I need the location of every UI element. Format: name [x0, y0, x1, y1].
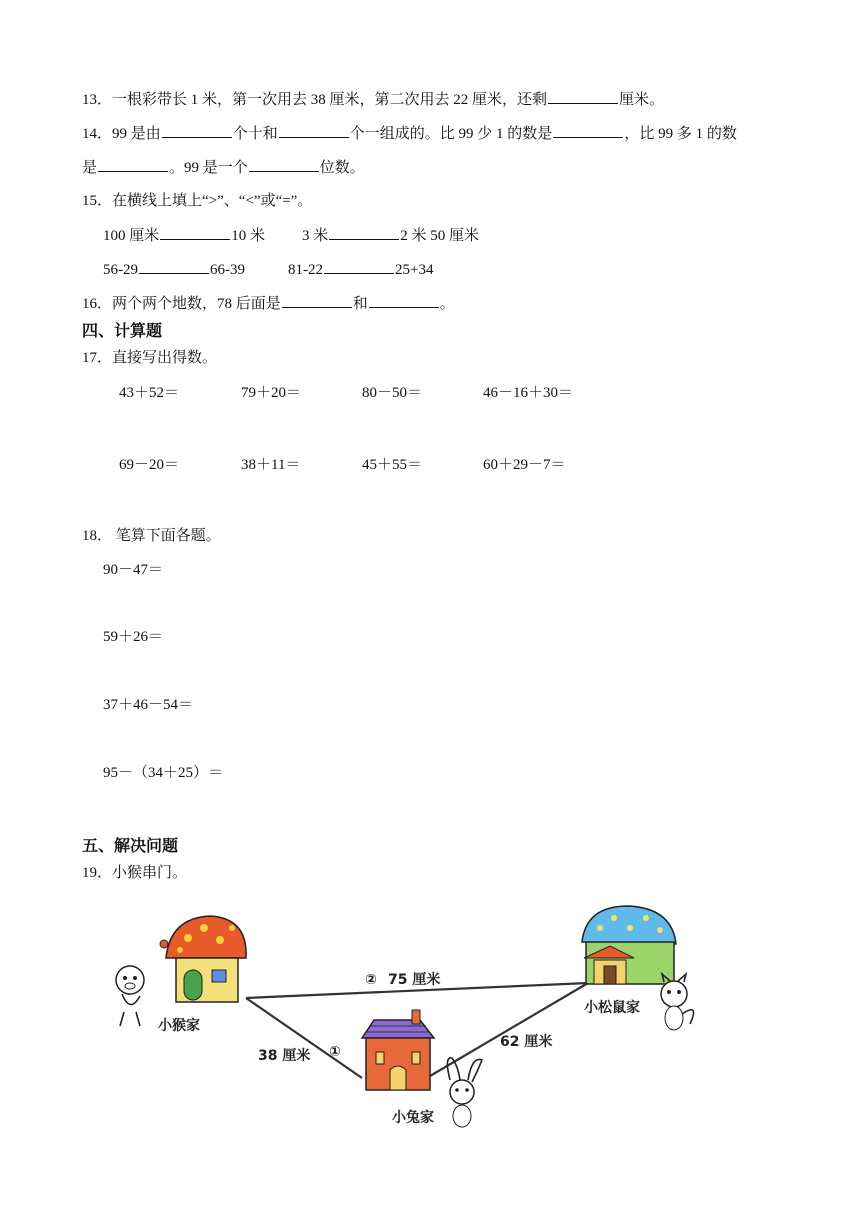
question-16: [82, 293, 455, 314]
q14-text-7: 位数。: [319, 160, 365, 176]
rabbit-home-label: 小兔家: [392, 1110, 434, 1126]
question-13: [82, 89, 664, 110]
oral-calc-item: 46－16＋30＝: [483, 385, 574, 401]
compare-right: 2 米 50 厘米: [400, 228, 480, 244]
section-heading-4: 四、计算题: [82, 321, 163, 340]
q14-blank-3[interactable]: [553, 123, 623, 138]
question-19: [82, 863, 187, 883]
q15-number: 15．: [82, 193, 113, 209]
q13-text: 一根彩带长 1 米，第一次用去 38 厘米，第二次用去 22 厘米，还剩: [112, 92, 548, 108]
squirrel-home-label: 小松鼠家: [584, 1000, 640, 1016]
compare-right: 25+34: [395, 262, 434, 278]
q13-answer-blank[interactable]: [548, 89, 618, 104]
q17-text: 直接写出得数。: [112, 350, 218, 366]
written-calc-item: 37＋46－54＝: [103, 697, 194, 713]
rabbit-home-icon: [362, 1010, 434, 1090]
oral-calc-item: 79＋20＝: [241, 385, 302, 401]
route-1-mark: ①: [329, 1044, 341, 1060]
q17-number: 17．: [82, 350, 113, 366]
q15-row-2a: [103, 259, 245, 280]
q14-blank-1[interactable]: [162, 123, 232, 138]
q14-text-2: 个十和: [232, 126, 278, 142]
oral-calc-item: 69－20＝: [119, 457, 180, 473]
route-map-figure: [100, 898, 720, 1138]
question-14-line-2: [82, 157, 365, 178]
compare-blank[interactable]: [324, 259, 394, 274]
q14-text-6: 。99 是一个: [169, 160, 248, 176]
compare-left: 56-29: [103, 262, 138, 278]
written-calc-item: 95－（34＋25）＝: [103, 765, 224, 781]
oral-calc-item: 45＋55＝: [362, 457, 423, 473]
q14-blank-5[interactable]: [249, 157, 319, 172]
question-14: [82, 123, 737, 144]
q19-text: 小猴串门。: [112, 865, 188, 881]
oral-calc-item: 80－50＝: [362, 385, 423, 401]
oral-calc-item: 60＋29－7＝: [483, 457, 566, 473]
route-3-length: 62 厘米: [500, 1034, 553, 1050]
q15-text: 在横线上填上“>”、“<”或“=”。: [112, 193, 313, 209]
squirrel-home-icon: [582, 906, 676, 984]
compare-left: 81-22: [288, 262, 323, 278]
q18-text: 笔算下面各题。: [112, 528, 221, 544]
route-1-length: 38 厘米: [258, 1048, 311, 1064]
q15-row-1a: [103, 225, 265, 246]
compare-blank[interactable]: [160, 225, 230, 240]
compare-left: 3 米: [302, 228, 329, 244]
route-2-length: 75 厘米: [388, 972, 441, 988]
compare-right: 10 米: [231, 228, 266, 244]
q16-text-3: 。: [439, 296, 455, 312]
q16-blank-2[interactable]: [369, 293, 439, 308]
q16-number: 16．: [82, 296, 113, 312]
q15-row-2b: [288, 259, 433, 280]
compare-right: 66-39: [210, 262, 245, 278]
compare-blank[interactable]: [139, 259, 209, 274]
q14-text-3: 个一组成的。比 99 少 1 的数是: [349, 126, 553, 142]
oral-calc-item: 38＋11＝: [241, 457, 301, 473]
q19-number: 19．: [82, 865, 113, 881]
section-heading-5: 五、解决问题: [82, 836, 179, 855]
monkey-icon: [116, 966, 144, 1026]
written-calc-item: 90－47＝: [103, 562, 164, 578]
question-15: [82, 191, 312, 211]
q16-text-1: 两个两个地数，78 后面是: [112, 296, 281, 312]
question-18: [82, 526, 221, 546]
monkey-home-label: 小猴家: [158, 1018, 200, 1034]
route-2-mark: ②: [365, 972, 377, 988]
q14-blank-2[interactable]: [279, 123, 349, 138]
q15-row-1b: [302, 225, 479, 246]
q14-text-1: 99 是由: [112, 126, 161, 142]
question-17: [82, 348, 217, 368]
q14-number: 14．: [82, 126, 113, 142]
q16-blank-1[interactable]: [282, 293, 352, 308]
compare-blank[interactable]: [329, 225, 399, 240]
written-calc-item: 59＋26＝: [103, 629, 164, 645]
monkey-home-icon: [160, 916, 246, 1002]
route-map-svg: [100, 898, 720, 1138]
q14-text-5: 是: [82, 160, 98, 176]
compare-left: 100 厘米: [103, 228, 160, 244]
route-1-line: [246, 998, 362, 1078]
q14-blank-4[interactable]: [98, 157, 168, 172]
q16-text-2: 和: [352, 296, 368, 312]
q18-number: 18．: [82, 528, 113, 544]
oral-calc-item: 43＋52＝: [119, 385, 180, 401]
q13-number: 13．: [82, 92, 113, 108]
q14-text-4: ，比 99 多 1 的数: [624, 126, 737, 142]
q13-tail: 厘米。: [619, 92, 665, 108]
rabbit-icon: [447, 1058, 482, 1127]
